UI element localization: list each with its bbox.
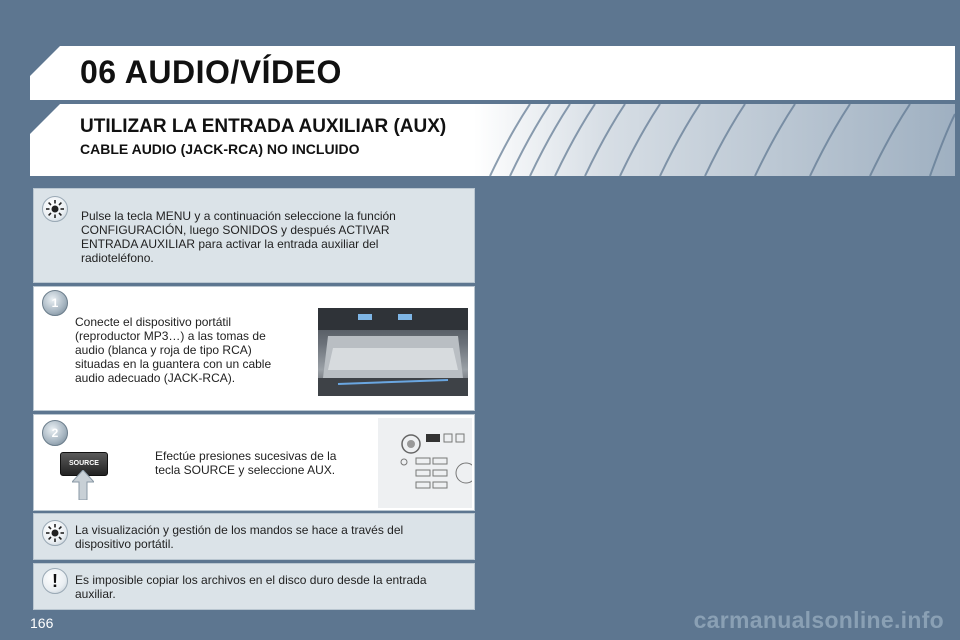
section-subtitle: CABLE AUDIO (JACK-RCA) NO INCLUIDO [80, 141, 360, 157]
tip-text-menu: Pulse la tecla MENU y a continuación seleccione la función CONFIGURACIÓN, luego SONIDOS y después ACTIVAR ENTRADA AUXILIAR para activar la entrada auxiliar del radioteléfono. [81, 209, 396, 265]
step-text-2: Efectúe presiones sucesivas de la tecla SOURCE y seleccione AUX. [155, 449, 337, 477]
decorative-arcs [30, 104, 955, 176]
section-title: UTILIZAR LA ENTRADA AUXILIAR (AUX) [80, 116, 447, 137]
source-button: SOURCE [60, 452, 108, 476]
step-text-1: Conecte el dispositivo portátil (reproductor MP3…) a las tomas de audio (blanca y roja de tipo RCA) situadas en la guantera con un cable audio adecuado (JACK-RCA). [75, 315, 272, 385]
watermark: carmanualsonline.info [693, 607, 944, 633]
arrow-up-icon [72, 470, 94, 500]
step-number-2: 2 [42, 420, 68, 446]
page-number: 166 [30, 615, 54, 631]
sun-icon [42, 520, 68, 546]
warning-text: Es imposible copiar los archivos en el disco duro desde la entrada auxiliar. [75, 573, 427, 601]
step-number-1: 1 [42, 290, 68, 316]
chapter-title: 06 AUDIO/VÍDEO [80, 54, 342, 90]
glovebox-photo [318, 308, 468, 396]
exclamation-icon: ! [42, 568, 68, 594]
section-header-band [30, 104, 955, 176]
sun-icon [42, 196, 68, 222]
tip-text-display: La visualización y gestión de los mandos se hace a través del dispositivo portátil. [75, 523, 404, 551]
radio-panel-image [378, 418, 472, 508]
